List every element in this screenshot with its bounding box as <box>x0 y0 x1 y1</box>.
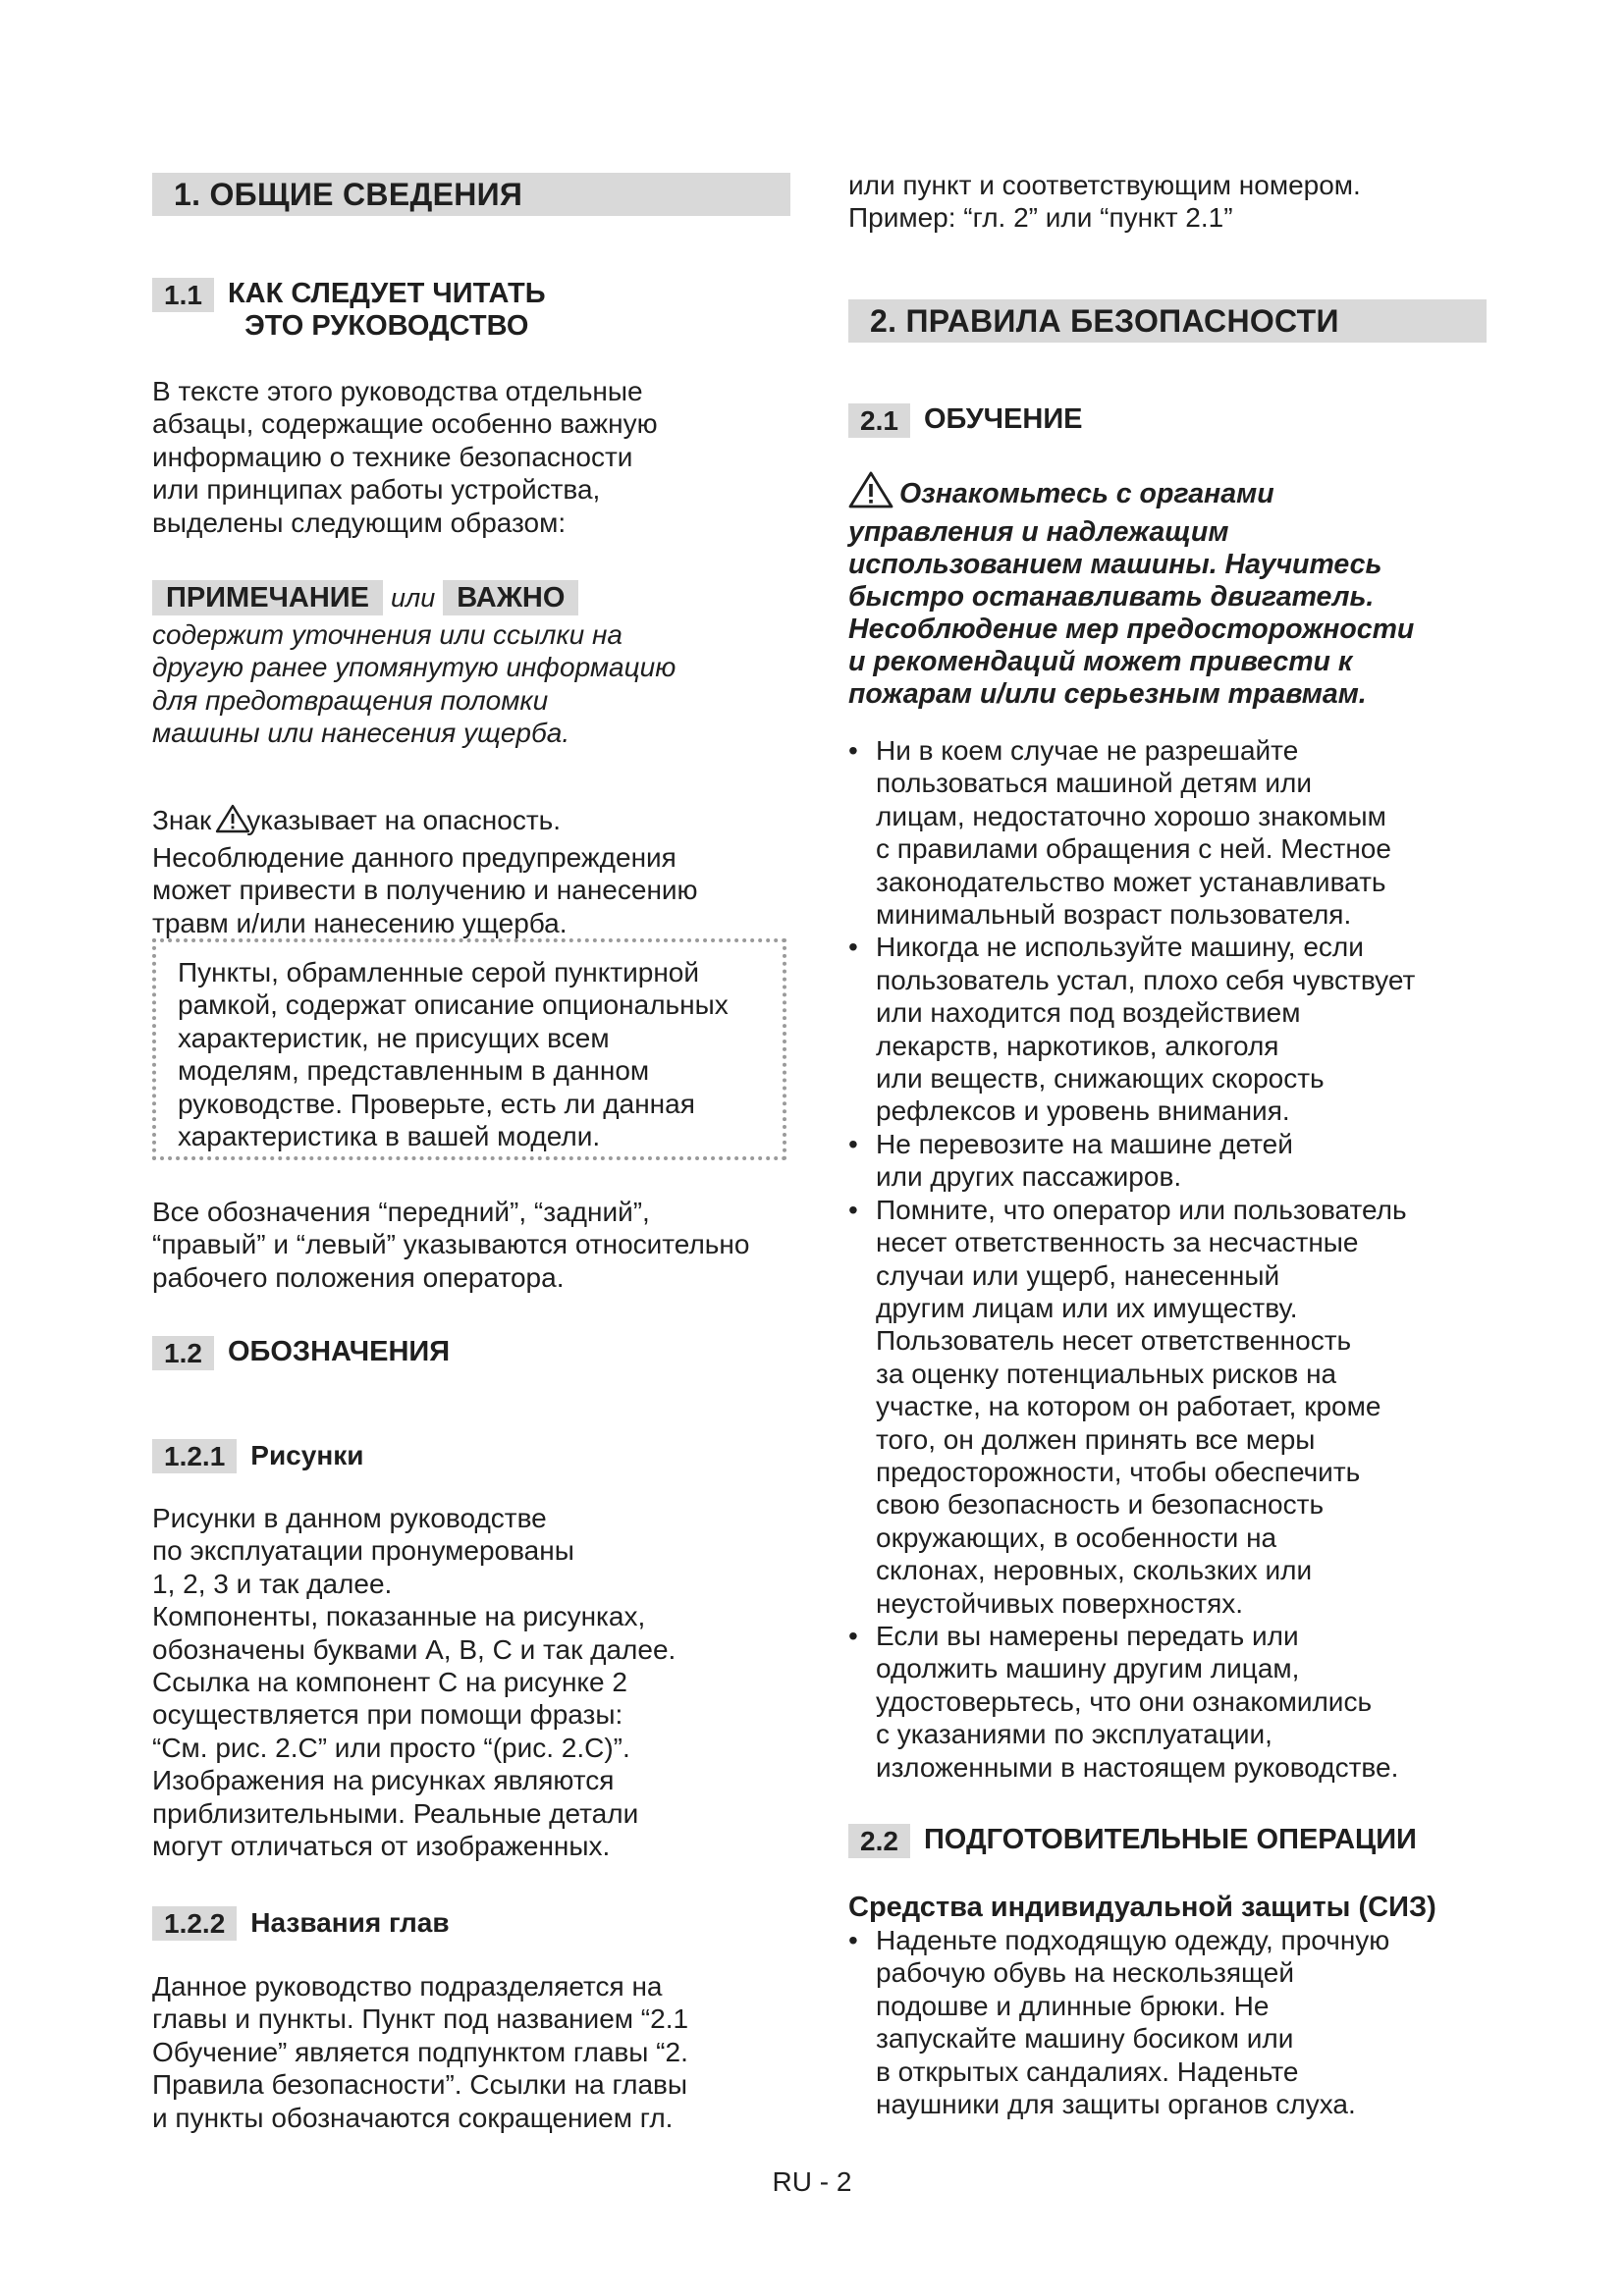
chapters-paragraph: Данное руководство подразделяется на главы и пункты. Пункт под названием “2.1 Обучение” является подпунктом главы “2. Правила безопасности”. Ссылки на главы и пункты обозначаются сокращением гл. <box>152 1971 689 2133</box>
list-item: • Не перевозите на машине детей или других пассажиров. <box>848 1128 1496 1194</box>
optional-features-text: Пункты, обрамленные серой пунктирной рамкой, содержат описание опциональных характеристик, не присущих всем моделям, представленным в данном руководстве. Проверьте, есть ли данная характеристика в вашей модели. <box>178 957 729 1152</box>
section-title: ПОДГОТОВИТЕЛЬНЫЕ ОПЕРАЦИИ <box>923 1824 1417 1855</box>
section-2-2-heading <box>848 1824 1417 1858</box>
intro-paragraph: В тексте этого руководства отдельные абзацы, содержащие особенно важную информацию о технике безопасности или принципах работы устройства, выделены следующим образом: <box>152 376 658 538</box>
section-2-1-heading <box>848 403 1083 438</box>
section-number: 2.1 <box>848 403 910 438</box>
warning-triangle-icon <box>848 471 893 516</box>
note-description: содержит уточнения или ссылки на другую ранее упомянутую информацию для предотвращения поломки машины или нанесения ущерба. <box>152 619 677 749</box>
ppe-heading: Средства индивидуальной защиты (СИЗ) <box>848 1892 1436 1923</box>
section-number: 1.2.1 <box>152 1439 237 1473</box>
directions-paragraph: Все обозначения “передний”, “задний”, “правый” и “левый” указываются относительно рабочего положения оператора. <box>152 1197 750 1293</box>
or-word: или <box>390 583 436 613</box>
section-number: 1.1 <box>152 278 214 312</box>
list-item: • Никогда не используйте машину, если пользователь устал, плохо себя чувствует или находится под воздействием лекарств, наркотиков, алкоголя или веществ, снижающих скорость рефлексов и уровень внимания. <box>848 931 1496 1127</box>
figures-paragraph: Рисунки в данном руководстве по эксплуатации пронумерованы 1, 2, 3 и так далее. Компоненты, показанные на рисунках, обозначены буквами A, B, C и так далее. Ссылка на компонент C на рисунке 2 осуществляется при помощи фразы: “См. рис. 2.C” или просто “(рис. 2.C)”. Изображения на рисунках являются приблизительными. Реальные детали могут отличаться от изображенных. <box>152 1503 677 1862</box>
section-title: ОБУЧЕНИЕ <box>923 403 1083 435</box>
section-1-2-2-heading <box>152 1906 450 1941</box>
section-number: 2.2 <box>848 1824 910 1858</box>
section-1-2-1-heading <box>152 1439 363 1473</box>
section-1-2-heading <box>152 1336 450 1370</box>
section-number: 1.2.2 <box>152 1906 237 1941</box>
page-number: RU - 2 <box>772 2166 852 2197</box>
section-title: Названия глав <box>250 1907 450 1938</box>
list-item: • Если вы намерены передать или одолжить машину другим лицам, удостоверьтесь, что они ознакомились с указаниями по эксплуатации, изложенными в настоящем руководстве. <box>848 1620 1496 1784</box>
warning-triangle-icon <box>215 804 250 840</box>
section-number: 1.2 <box>152 1336 214 1370</box>
important-tag: ВАЖНО <box>443 580 578 615</box>
section-1-1-heading <box>152 278 546 343</box>
optional-features-box <box>152 938 786 1160</box>
list-item: • Ни в коем случае не разрешайте пользоваться машиной детям или лицам, недостаточно хорошо знакомым с правилами обращения с ней. Местное законодательство может устанавливать минимальный возраст пользователя. <box>848 734 1496 931</box>
section-title: Рисунки <box>250 1440 364 1470</box>
section-title: КАК СЛЕДУЕТ ЧИТАТЬ ЭТО РУКОВОДСТВО <box>227 278 546 342</box>
list-item: • Наденьте подходящую одежду, прочную рабочую обувь на нескользящей подошве и длинные брюки. Не запускайте машину босиком или в открытых сандалиях. Наденьте наушники для защиты органов слуха. <box>848 1924 1496 2120</box>
sign-text: указывает на опасность. <box>246 805 562 836</box>
training-bullet-list <box>848 734 1496 1784</box>
note-tag: ПРИМЕЧАНИЕ <box>152 580 383 615</box>
section-2-heading: 2. ПРАВИЛА БЕЗОПАСНОСТИ <box>848 299 1487 343</box>
danger-sign-paragraph <box>152 772 800 939</box>
ppe-bullet-list <box>848 1924 1496 2120</box>
training-warning <box>848 471 1496 711</box>
list-item: • Помните, что оператор или пользователь несет ответственность за несчастные случаи или ущерб, нанесенный другим лицам или их имуществу. Пользователь несет ответственность за оценку потенциальных рисков на участке, на котором он работает, кроме того, он должен принять все меры предосторожности, чтобы обеспечить свою безопасность и безопасность окружающих, в особенности на склонах, неровных, скользких или неустойчивых поверхностях. <box>848 1194 1496 1620</box>
section-title: ОБОЗНАЧЕНИЯ <box>227 1336 451 1367</box>
warning-text: Ознакомьтесь с органами управления и надлежащим использованием машины. Научитесь быстро останавливать двигатель. Несоблюдение мер предосторожности и рекомендаций может привести к пожарам и/или серьезным травмам. <box>848 478 1415 710</box>
sign-rest: Несоблюдение данного предупреждения может привести в получению и нанесению травм и/или нанесению ущерба. <box>152 841 698 938</box>
note-important-tags <box>152 579 578 616</box>
section-1-heading: 1. ОБЩИЕ СВЕДЕНИЯ <box>152 173 790 216</box>
sign-prefix: Знак <box>152 805 212 836</box>
continued-paragraph: или пункт и соответствующим номером. Пример: “гл. 2” или “пункт 2.1” <box>848 170 1361 234</box>
